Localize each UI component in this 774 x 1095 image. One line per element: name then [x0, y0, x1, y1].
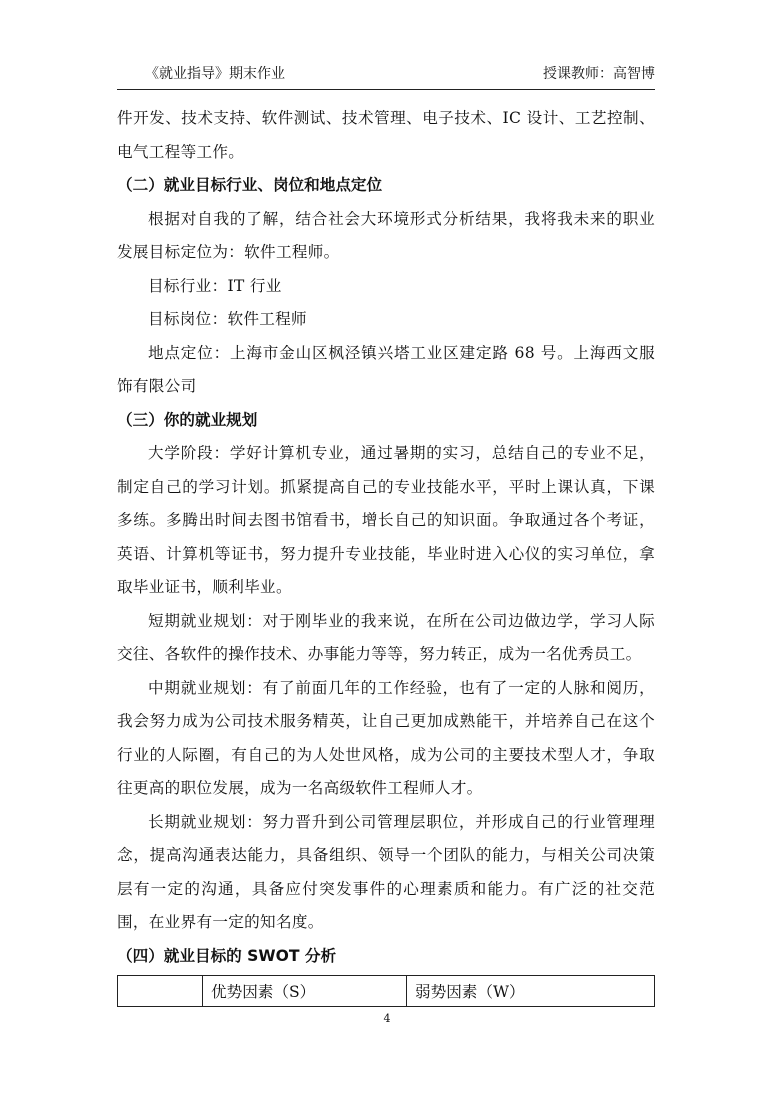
instructor-name: 授课教师：高智博	[543, 66, 655, 82]
page-number: 4	[383, 1012, 391, 1025]
course-title: 《就业指导》期末作业	[145, 66, 285, 82]
section-heading-4: （四）就业目标的 SWOT 分析	[117, 946, 337, 965]
document-body	[117, 102, 655, 1007]
section-heading-2: （二）就业目标行业、岗位和地点定位	[117, 176, 383, 194]
paragraph-college-stage: 大学阶段：学好计算机专业，通过暑期的实习，总结自己的专业不足，制定自己的学习计划。抓紧提高自己的专业技能水平，平时上课认真，下课多练。多腾出时间去图书馆看书，增长自己的知识面。争取通过各个考证，英语、计算机等证书，努力提升专业技能，毕业时进入心仪的实习单位，拿取毕业证书，顺利毕业。	[117, 444, 655, 596]
paragraph-continued: 件开发、技术支持、软件测试、技术管理、电子技术、IC 设计、工艺控制、电气工程等工作。	[117, 109, 655, 161]
paragraph-mid-term-plan: 中期就业规划：有了前面几年的工作经验，也有了一定的人脉和阅历，我会努力成为公司技术服务精英，让自己更加成熟能干，并培养自己在这个行业的人际圈，有自己的为人处世风格，成为公司的主要技术型人才，争取往更高的职位发展，成为一名高级软件工程师人才。	[117, 678, 655, 797]
page-header	[117, 64, 655, 88]
paragraph-target-location: 地点定位：上海市金山区枫泾镇兴塔工业区建定路 68 号。上海西文服饰有限公司	[117, 343, 655, 395]
table-cell-weaknesses: 弱势因素（W）	[407, 976, 655, 1007]
table-row	[118, 976, 655, 1007]
section-heading-3: （三）你的就业规划	[117, 410, 258, 429]
table-cell-strengths: 优势因素（S）	[203, 976, 407, 1007]
paragraph-career-goal: 根据对自我的了解，结合社会大环境形式分析结果，我将我未来的职业发展目标定位为：软件工程师。	[117, 209, 655, 261]
swot-table	[117, 975, 655, 1007]
table-cell-empty	[118, 976, 203, 1007]
paragraph-short-term-plan: 短期就业规划：对于刚毕业的我来说，在所在公司边做边学，学习人际交往、各软件的操作技术、办事能力等等，努力转正，成为一名优秀员工。	[117, 611, 655, 663]
paragraph-long-term-plan: 长期就业规划：努力晋升到公司管理层职位，并形成自己的行业管理理念，提高沟通表达能力，具备组织、领导一个团队的能力，与相关公司决策层有一定的沟通，具备应付突发事件的心理素质和能力。有广泛的社交范围，在业界有一定的知名度。	[117, 812, 655, 931]
paragraph-target-position: 目标岗位：软件工程师	[148, 310, 307, 328]
header-divider	[117, 89, 655, 90]
paragraph-target-industry: 目标行业：IT 行业	[148, 276, 282, 295]
